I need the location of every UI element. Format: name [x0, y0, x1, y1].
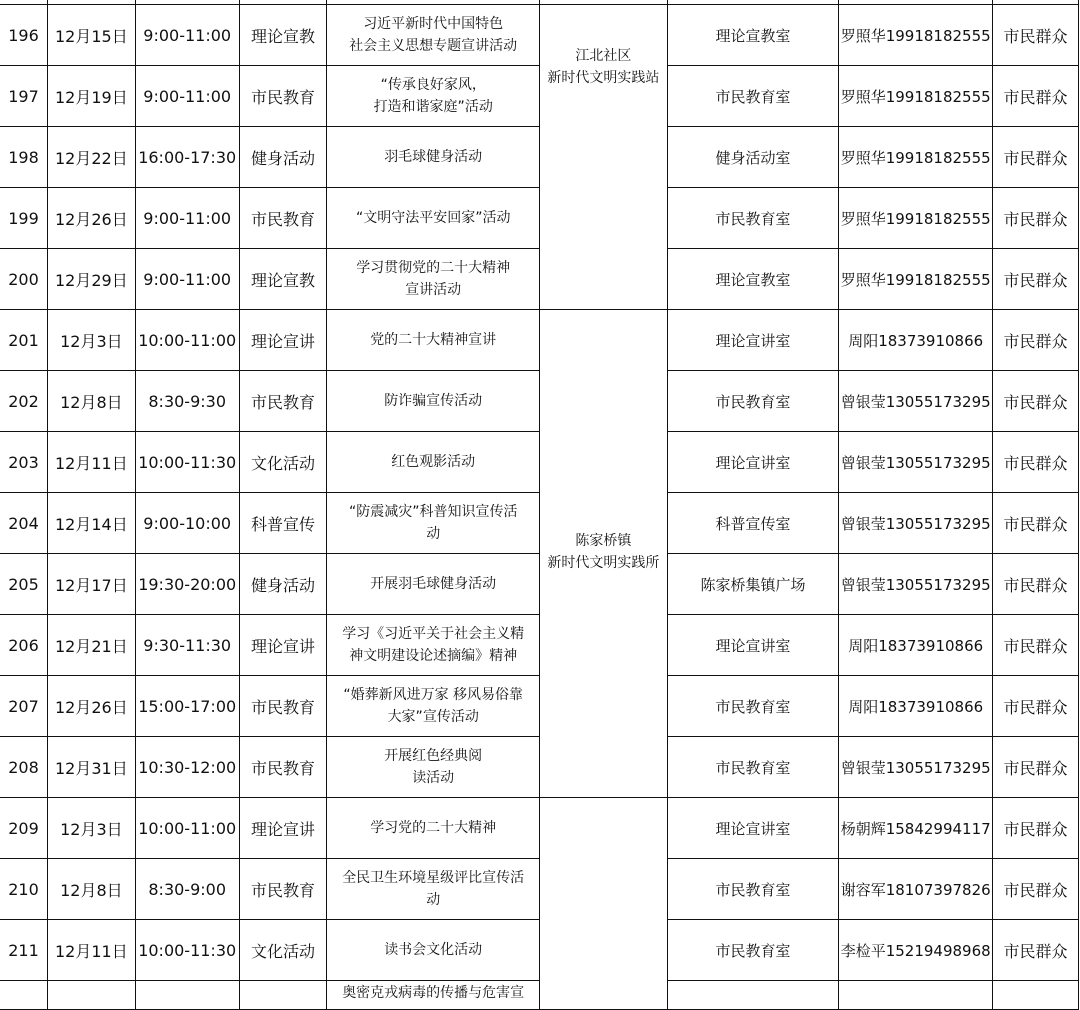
contact-person: 曾银莹13055173295 — [839, 432, 993, 493]
activity-room — [667, 981, 839, 1010]
activity-date: 12月19日 — [47, 66, 135, 127]
activity-time: 9:00-11:00 — [135, 188, 239, 249]
row-number: 209 — [0, 798, 47, 859]
activity-name: 开展红色经典阅 读活动 — [327, 737, 540, 798]
activity-room: 科普宣传室 — [667, 493, 839, 554]
target-audience: 市民群众 — [993, 188, 1079, 249]
target-audience: 市民群众 — [993, 859, 1079, 920]
activity-time: 16:00-17:30 — [135, 127, 239, 188]
contact-person: 周阳18373910866 — [839, 676, 993, 737]
target-audience: 市民群众 — [993, 371, 1079, 432]
row-number: 201 — [0, 310, 47, 371]
table-row — [0, 188, 1079, 249]
table-row — [0, 66, 1079, 127]
activity-date: 12月3日 — [47, 798, 135, 859]
activity-category: 市民教育 — [239, 676, 327, 737]
activity-category: 市民教育 — [239, 188, 327, 249]
contact-person: 罗照华19918182555 — [839, 249, 993, 310]
activity-time — [135, 981, 239, 1010]
row-number: 206 — [0, 615, 47, 676]
table-row — [0, 493, 1079, 554]
activity-name: 红色观影活动 — [327, 432, 540, 493]
activity-date: 12月26日 — [47, 188, 135, 249]
activity-room: 市民教育室 — [667, 66, 839, 127]
activity-time: 9:00-11:00 — [135, 249, 239, 310]
row-number: 198 — [0, 127, 47, 188]
activity-time: 10:00-11:30 — [135, 920, 239, 981]
table-row — [0, 920, 1079, 981]
target-audience: 市民群众 — [993, 249, 1079, 310]
row-number — [0, 981, 47, 1010]
contact-person: 谢容军18107397826 — [839, 859, 993, 920]
row-number: 208 — [0, 737, 47, 798]
table-row — [0, 859, 1079, 920]
activity-time: 19:30-20:00 — [135, 554, 239, 615]
contact-person: 杨朝辉15842994117 — [839, 798, 993, 859]
activity-category: 理论宣教 — [239, 5, 327, 66]
activity-date: 12月17日 — [47, 554, 135, 615]
activity-date: 12月31日 — [47, 737, 135, 798]
activity-date: 12月11日 — [47, 920, 135, 981]
table-row — [0, 127, 1079, 188]
activity-name: 读书会文化活动 — [327, 920, 540, 981]
target-audience: 市民群众 — [993, 66, 1079, 127]
table-row — [0, 981, 1079, 1010]
activity-date: 12月11日 — [47, 432, 135, 493]
activity-name: 学习《习近平关于社会主义精 神文明建设论述摘编》精神 — [327, 615, 540, 676]
contact-person: 罗照华19918182555 — [839, 127, 993, 188]
activity-time: 9:00-11:00 — [135, 5, 239, 66]
row-number: 197 — [0, 66, 47, 127]
activity-time: 9:00-11:00 — [135, 66, 239, 127]
row-number: 207 — [0, 676, 47, 737]
activity-time: 15:00-17:00 — [135, 676, 239, 737]
activity-date: 12月8日 — [47, 371, 135, 432]
activity-date: 12月26日 — [47, 676, 135, 737]
target-audience: 市民群众 — [993, 676, 1079, 737]
contact-person: 李检平15219498968 — [839, 920, 993, 981]
activity-name: “传承良好家风， 打造和谐家庭”活动 — [327, 66, 540, 127]
activity-room: 市民教育室 — [667, 920, 839, 981]
activity-room: 市民教育室 — [667, 737, 839, 798]
activity-date: 12月29日 — [47, 249, 135, 310]
activity-name: 学习党的二十大精神 — [327, 798, 540, 859]
target-audience: 市民群众 — [993, 554, 1079, 615]
activity-time: 10:00-11:00 — [135, 310, 239, 371]
activity-room: 理论宣教室 — [667, 249, 839, 310]
activity-category: 文化活动 — [239, 920, 327, 981]
table-row — [0, 310, 1079, 371]
practice-station-label: 陈家桥镇 新时代文明实践所 — [547, 533, 660, 571]
activity-room: 市民教育室 — [667, 676, 839, 737]
activity-category: 健身活动 — [239, 554, 327, 615]
activity-category: 理论宣讲 — [239, 798, 327, 859]
activity-room: 理论宣讲室 — [667, 432, 839, 493]
activity-date: 12月15日 — [47, 5, 135, 66]
target-audience: 市民群众 — [993, 5, 1079, 66]
table-row — [0, 249, 1079, 310]
activity-category: 理论宣讲 — [239, 310, 327, 371]
activity-category: 理论宣讲 — [239, 615, 327, 676]
contact-person: 周阳18373910866 — [839, 615, 993, 676]
activity-room: 理论宣教室 — [667, 5, 839, 66]
table-row — [0, 737, 1079, 798]
activity-category — [239, 981, 327, 1010]
activity-name: 习近平新时代中国特色 社会主义思想专题宣讲活动 — [327, 5, 540, 66]
target-audience: 市民群众 — [993, 432, 1079, 493]
activity-date: 12月14日 — [47, 493, 135, 554]
target-audience: 市民群众 — [993, 310, 1079, 371]
activity-date: 12月3日 — [47, 310, 135, 371]
activity-category: 健身活动 — [239, 127, 327, 188]
table-row — [0, 371, 1079, 432]
activity-room: 陈家桥集镇广场 — [667, 554, 839, 615]
row-number: 205 — [0, 554, 47, 615]
activity-category: 市民教育 — [239, 737, 327, 798]
table-row — [0, 5, 1079, 66]
activity-room: 理论宣讲室 — [667, 310, 839, 371]
activity-time: 9:00-10:00 — [135, 493, 239, 554]
activity-name: 学习贯彻党的二十大精神 宣讲活动 — [327, 249, 540, 310]
activity-time: 9:30-11:30 — [135, 615, 239, 676]
activity-time: 8:30-9:00 — [135, 859, 239, 920]
activity-name: 全民卫生环境星级评比宣传活 动 — [327, 859, 540, 920]
practice-station-name — [539, 310, 667, 798]
practice-station-name — [539, 798, 667, 1010]
target-audience: 市民群众 — [993, 737, 1079, 798]
activity-category: 科普宣传 — [239, 493, 327, 554]
contact-person: 曾银莹13055173295 — [839, 493, 993, 554]
activity-room: 健身活动室 — [667, 127, 839, 188]
activity-category: 文化活动 — [239, 432, 327, 493]
activity-category: 理论宣教 — [239, 249, 327, 310]
activity-date: 12月22日 — [47, 127, 135, 188]
target-audience — [993, 981, 1079, 1010]
table-row — [0, 615, 1079, 676]
activity-room: 理论宣讲室 — [667, 615, 839, 676]
target-audience: 市民群众 — [993, 615, 1079, 676]
activity-time: 10:30-12:00 — [135, 737, 239, 798]
activity-name: 奥密克戎病毒的传播与危害宣 — [327, 981, 540, 1010]
activity-time: 10:00-11:30 — [135, 432, 239, 493]
contact-person: 曾银莹13055173295 — [839, 737, 993, 798]
activity-category: 市民教育 — [239, 66, 327, 127]
activity-name: 党的二十大精神宣讲 — [327, 310, 540, 371]
row-number: 199 — [0, 188, 47, 249]
table-row — [0, 432, 1079, 493]
contact-person: 周阳18373910866 — [839, 310, 993, 371]
activity-name: “文明守法平安回家”活动 — [327, 188, 540, 249]
target-audience: 市民群众 — [993, 127, 1079, 188]
activity-room: 市民教育室 — [667, 371, 839, 432]
activity-date: 12月8日 — [47, 859, 135, 920]
target-audience: 市民群众 — [993, 798, 1079, 859]
activity-name: 羽毛球健身活动 — [327, 127, 540, 188]
row-number: 202 — [0, 371, 47, 432]
row-number: 200 — [0, 249, 47, 310]
practice-station-label: 江北社区 新时代文明实践站 — [547, 48, 660, 86]
target-audience: 市民群众 — [993, 920, 1079, 981]
table-row — [0, 554, 1079, 615]
activity-category: 市民教育 — [239, 371, 327, 432]
activity-date — [47, 981, 135, 1010]
row-number: 210 — [0, 859, 47, 920]
table-row — [0, 676, 1079, 737]
activity-date: 12月21日 — [47, 615, 135, 676]
activity-name: “防震减灾”科普知识宣传活 动 — [327, 493, 540, 554]
activity-time: 8:30-9:30 — [135, 371, 239, 432]
contact-person: 罗照华19918182555 — [839, 188, 993, 249]
row-number: 203 — [0, 432, 47, 493]
table-row — [0, 798, 1079, 859]
activity-time: 10:00-11:00 — [135, 798, 239, 859]
practice-station-name — [539, 5, 667, 310]
activity-name: 开展羽毛球健身活动 — [327, 554, 540, 615]
row-number: 211 — [0, 920, 47, 981]
activity-room: 市民教育室 — [667, 859, 839, 920]
activity-name: “婚葬新风进万家 移风易俗靠 大家”宣传活动 — [327, 676, 540, 737]
activity-room: 理论宣讲室 — [667, 798, 839, 859]
contact-person — [839, 981, 993, 1010]
contact-person: 罗照华19918182555 — [839, 66, 993, 127]
row-number: 196 — [0, 5, 47, 66]
row-number: 204 — [0, 493, 47, 554]
activity-room: 市民教育室 — [667, 188, 839, 249]
activity-name: 防诈骗宣传活动 — [327, 371, 540, 432]
target-audience: 市民群众 — [993, 493, 1079, 554]
contact-person: 罗照华19918182555 — [839, 5, 993, 66]
contact-person: 曾银莹13055173295 — [839, 371, 993, 432]
activity-category: 市民教育 — [239, 859, 327, 920]
contact-person: 曾银莹13055173295 — [839, 554, 993, 615]
